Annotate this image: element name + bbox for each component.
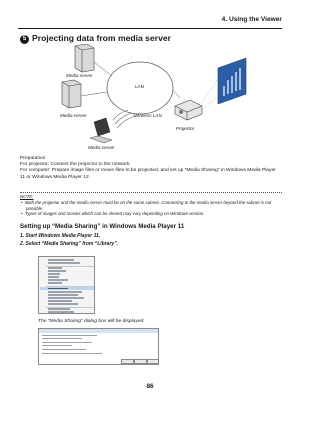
projector-icon <box>175 100 202 120</box>
section-title <box>20 32 282 44</box>
wireless-lan-label: Wireless LAN <box>134 113 162 118</box>
media-sharing-dialog-screenshot <box>38 328 159 365</box>
note-block <box>20 192 282 217</box>
connection-line <box>94 62 112 76</box>
connection-line <box>81 92 107 96</box>
page-number: 86 <box>146 383 154 390</box>
network-diagram <box>20 44 282 150</box>
media-server-icon <box>62 80 81 108</box>
projector-label: Projector <box>176 126 195 131</box>
lan-label: LAN <box>135 84 144 89</box>
section-number-badge: 5 <box>20 35 29 44</box>
step-2: 2. Select “Media Sharing” from “Library”. <box>20 241 119 247</box>
library-menu-screenshot <box>38 256 95 314</box>
projection-screen <box>218 58 246 104</box>
dialog-caption: The “Media Sharing” dialog box will be displayed. <box>38 319 145 324</box>
media-server-icon <box>75 44 94 72</box>
note-heading: NOTE: <box>20 194 34 199</box>
media-server-label: Media server <box>66 73 93 78</box>
page-header <box>18 14 282 29</box>
connection-line <box>173 90 180 98</box>
laptop-icon <box>90 118 112 143</box>
note-item: • Types of images and movies which can be shared may vary depending on Windows version. <box>21 211 205 217</box>
section-title-text: Projecting data from media server <box>32 33 171 43</box>
media-server-label: Media server <box>60 113 87 118</box>
preparation-heading: Preparation <box>20 156 46 161</box>
preparation-projector: For projector: Connect the projector to the network. <box>20 162 131 168</box>
step-1: 1. Start Windows Media Player 11. <box>20 233 101 239</box>
setup-heading: Setting up “Media Sharing” in Windows Media Player 11 <box>20 223 185 230</box>
preparation-computer: For computer: Prepare image files or movie files to be projected, and set up “Media Sharing” in Windows Media Player 11 or Windows Media Player 12. <box>20 168 276 180</box>
preparation-block <box>20 156 282 181</box>
note-item: • Both the projector and the media server must be on the same subnet. Connecting to the media server beyond the subnet is not possible. <box>21 199 272 211</box>
media-server-label: Media server <box>88 145 115 150</box>
chapter-title: 4. Using the Viewer <box>221 16 282 23</box>
